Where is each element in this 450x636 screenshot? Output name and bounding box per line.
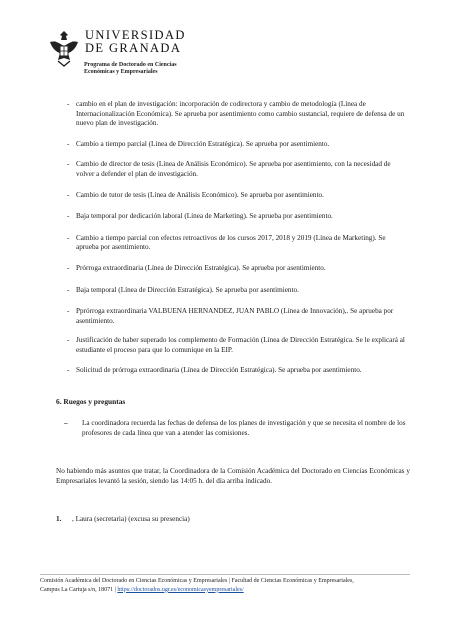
bullet: - bbox=[67, 139, 70, 148]
list-item-text: Baja temporal por dedicación laboral (Línea de Marketing). Se aprueba por asentimiento. bbox=[76, 212, 333, 221]
program-line-1: Programa de Doctorado en Ciencias bbox=[84, 62, 177, 68]
bullet: - bbox=[67, 365, 70, 374]
list-item-text: Pprórroga extraordinaria VALBUENA HERNANDEZ, JUAN PABLO (Línea de Innovación),. Se aprueba por asentimiento. bbox=[76, 307, 394, 325]
list-item-text: Solicitud de prórroga extraordinaria (Línea de Dirección Estratégica). Se aprueba por asentimiento. bbox=[76, 365, 362, 374]
list-item bbox=[56, 100, 410, 129]
list-item bbox=[56, 234, 410, 253]
list-item bbox=[56, 366, 410, 376]
attendee-number: 1. bbox=[56, 515, 62, 523]
list-item-text: Prórroga extraordinaria (Línea de Dirección Estratégica). Se aprueba por asentimiento. bbox=[76, 263, 326, 272]
list-item-text: cambio en el plan de investigación: incorporación de codirectora y cambio de metodología (Línea de Internacionalización Económica). Se aprueba por asentimiento como cambio sustancial, requiere de defensa de un nuevo plan de investigación. bbox=[76, 100, 405, 128]
footer-line-2 bbox=[40, 586, 420, 595]
bullet: - bbox=[67, 263, 70, 272]
list-item-text: Cambio a tiempo parcial (Línea de Dirección Estratégica). Se aprueba por asentimiento. bbox=[76, 139, 330, 148]
list-item bbox=[56, 160, 410, 179]
list-item bbox=[56, 307, 410, 326]
university-line-2: DE GRANADA bbox=[85, 41, 182, 55]
list-item bbox=[56, 336, 410, 355]
list-item bbox=[56, 140, 410, 150]
program-line-2: Económicas y Empresariales bbox=[84, 69, 158, 75]
list-item-text: Justificación de haber superado los complemento de Formación (Línea de Dirección Estratégica. Se le explicará al estudiante el proceso para que lo comunique en la EIP. bbox=[76, 336, 405, 354]
list-item-text: Baja temporal (Línea de Dirección Estratégica). Se aprueba por asentimiento. bbox=[76, 285, 299, 294]
university-crest-icon bbox=[46, 28, 82, 70]
dash-bullet: – bbox=[64, 419, 68, 427]
bullet: - bbox=[67, 285, 70, 294]
footer-line-1: Comisión Académica del Doctorado en Ciencias Económicas y Empresariales | Facultad de Ciencias Económicas y Empresariales, bbox=[40, 578, 354, 584]
bullet: - bbox=[67, 307, 70, 316]
list-item bbox=[56, 264, 410, 274]
university-line-1: UNIVERSIDAD bbox=[85, 28, 186, 42]
list-item bbox=[56, 212, 410, 222]
section-paragraph bbox=[64, 419, 428, 439]
bullet: - bbox=[67, 336, 70, 345]
list-item bbox=[56, 191, 410, 201]
attendee-entry bbox=[56, 515, 190, 523]
bullet: - bbox=[67, 212, 70, 221]
bullet: - bbox=[67, 233, 70, 242]
footer-address: Campus La Cartuja s/n, 18071 | bbox=[40, 586, 118, 593]
list-item bbox=[56, 286, 410, 296]
university-name bbox=[85, 29, 186, 55]
list-item-text: Cambio a tiempo parcial con efectos retroactivos de los cursos 2017, 2018 y 2019 (Línea de Marketing). Se aprueba por asentimiento. bbox=[76, 233, 386, 252]
bullet: - bbox=[67, 100, 70, 108]
footer bbox=[40, 577, 420, 594]
attendee-text: , Laura (secretaria) (excusa su presencia) bbox=[72, 515, 190, 523]
list-item-text: Cambio de tutor de tesis (Línea de Análisis Económico). Se aprueba por asentimiento. bbox=[76, 190, 324, 199]
section-paragraph-text: La coordinadora recuerda las fechas de defensa de los planes de investigación y que se necesita el nombre de los profesores de cada línea que van a atender las comisiones. bbox=[82, 419, 406, 437]
program-name bbox=[84, 62, 177, 76]
agreement-list-container bbox=[56, 100, 410, 375]
list-item-text: Cambio de director de tesis (Línea de Análisis Económico). Se aprueba por asentimiento, con la necesidad de volver a defender el plan de investigación. bbox=[76, 160, 391, 178]
bullet: - bbox=[67, 190, 70, 199]
footer-divider bbox=[40, 574, 410, 575]
agreement-list bbox=[56, 100, 410, 375]
section-title: 6. Ruegos y preguntas bbox=[56, 397, 126, 406]
closing-paragraph: No habiendo más asuntos que tratar, la Coordinadora de la Comisión Académica del Doctorado en Ciencias Económicas y Empresariales levantó la sesión, siendo las 14:05 h. del día arriba indicado. bbox=[56, 467, 410, 485]
bullet: - bbox=[67, 160, 70, 169]
footer-link[interactable]: https://doctorados.ugr.es/economicasyempresariales/ bbox=[117, 586, 244, 593]
